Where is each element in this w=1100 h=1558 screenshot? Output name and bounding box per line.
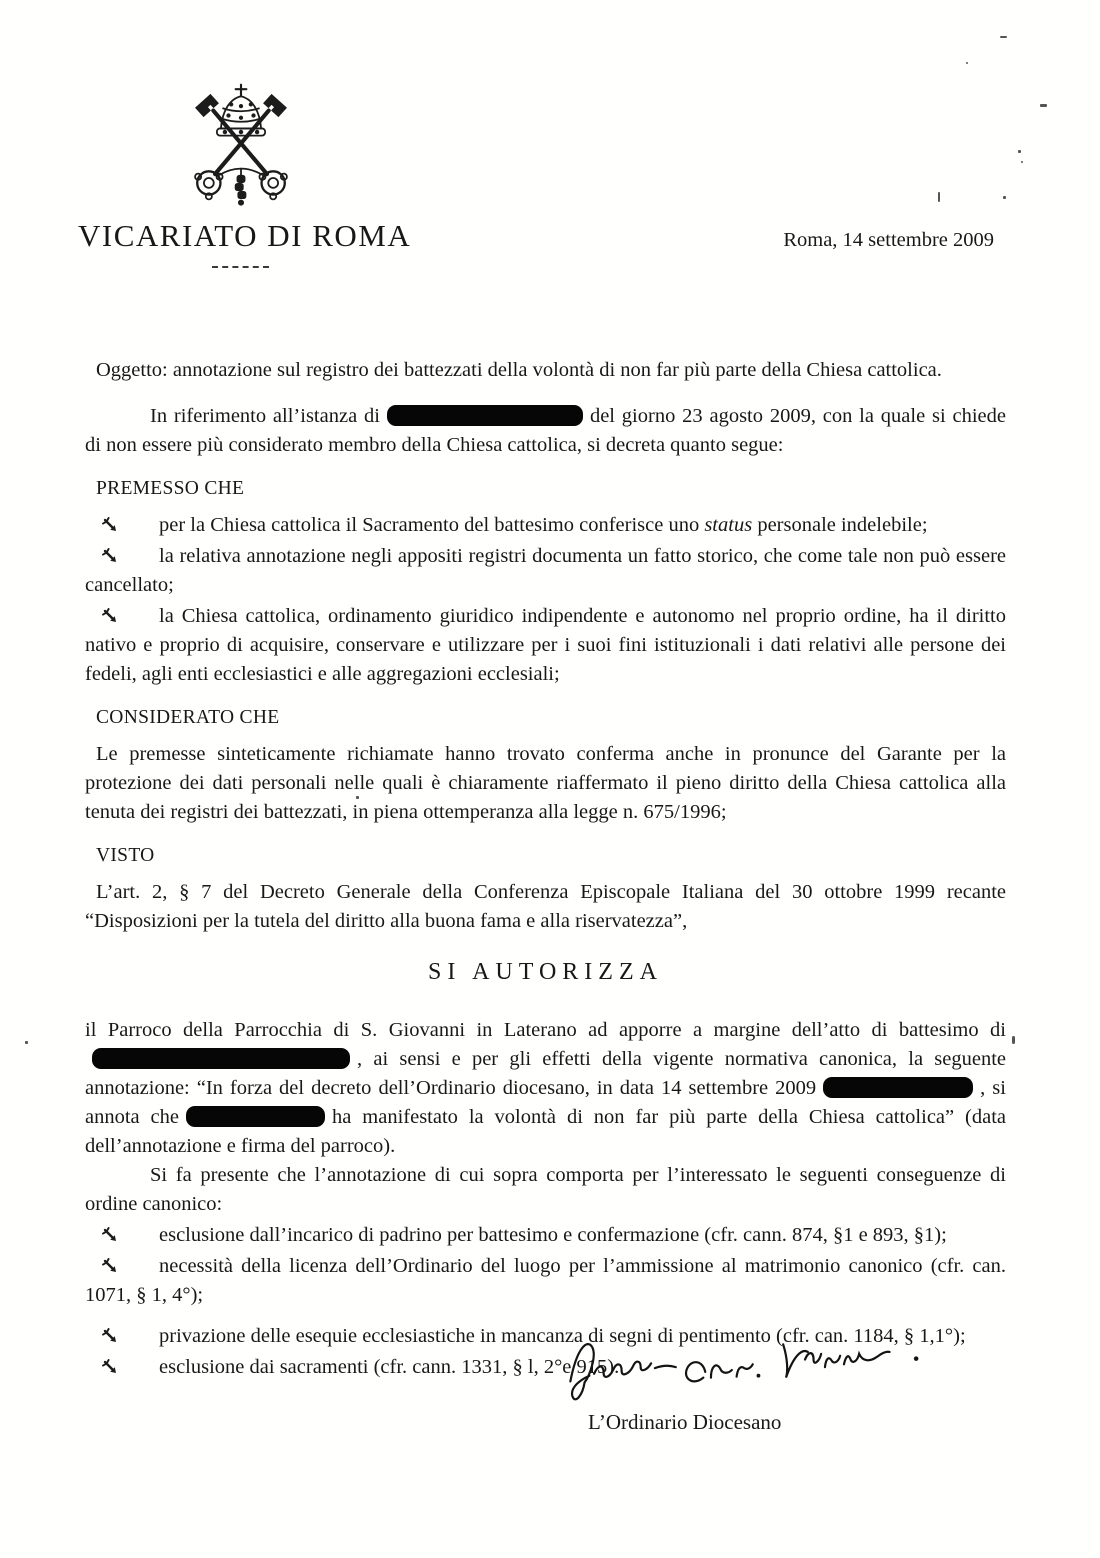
arrow-bullet-icon bbox=[102, 1223, 118, 1239]
premesso-item-3: la Chiesa cattolica, ordinamento giuridico indipendente e autonomo nel proprio ordine, ha il diritto nativo e proprio di acquisire, conservare e utilizzare per i suoi fini istituzionali i dati relativi alle persone dei fedeli, agli enti ecclesiastici e alle aggregazioni ecclesiali; bbox=[85, 605, 1006, 685]
section-heading-considerato: CONSIDERATO CHE bbox=[96, 707, 280, 728]
scan-speckle bbox=[356, 796, 359, 799]
subject-line: Oggetto: annotazione sul registro dei battezzati della volontà di non far più parte della Chiesa cattolica. bbox=[96, 359, 942, 381]
redaction-bar bbox=[387, 405, 583, 426]
authorization-text-2: , ai sensi e per gli effetti della vigente normativa canonica, la seguente annotazione: “In forza del decreto dell’Ordinario diocesano, in data 14 settembre 2009 bbox=[85, 1048, 1006, 1099]
authorization-text-3: , si annota che bbox=[85, 1077, 1006, 1128]
intro-text-after: del giorno 23 agosto 2009, con la quale si chiede di non essere più considerato membro della Chiesa cattolica, si decreta quanto segue: bbox=[85, 405, 1006, 456]
scan-speckle bbox=[966, 62, 968, 64]
scan-speckle bbox=[1018, 150, 1021, 153]
arrow-bullet-icon bbox=[102, 1324, 118, 1340]
scan-speckle bbox=[1000, 36, 1007, 38]
section-heading-premesso: PREMESSO CHE bbox=[96, 478, 245, 499]
intro-text-before: In riferimento all’istanza di bbox=[150, 405, 380, 427]
scan-speckle bbox=[25, 1041, 28, 1044]
intro-paragraph bbox=[85, 402, 1006, 460]
scan-speckle bbox=[1012, 1036, 1015, 1044]
arrow-bullet-icon bbox=[102, 513, 118, 529]
premesso-item-1: per la Chiesa cattolica il Sacramento del battesimo conferisce uno status personale indelebile; bbox=[85, 511, 1006, 540]
considerato-paragraph: Le premesse sinteticamente richiamate hanno trovato conferma anche in pronunce del Garante per la protezione dei dati personali nelle quali è chiaramente riaffermato il pieno diritto della Chiesa cattolica alla tenuta dei registri dei battezzati, in piena ottemperanza alla legge n. 675/1996; bbox=[85, 743, 1006, 823]
premesso-item-2: la relativa annotazione negli appositi registri documenta un fatto storico, che come tale non può essere cancellato; bbox=[85, 545, 1006, 596]
authorization-text-4: ha manifestato la volontà di non far più parte della Chiesa cattolica” (data dell’annotazione e firma del parroco). bbox=[85, 1106, 1007, 1157]
redaction-bar bbox=[823, 1077, 973, 1098]
consequence-item-3: privazione delle esequie ecclesiastiche in mancanza di segni di pentimento (cfr. can. 1184, § 1,1°); bbox=[85, 1322, 1006, 1351]
consequences-intro: Si fa presente che l’annotazione di cui sopra comporta per l’interessato le seguenti conseguenze di ordine canonico: bbox=[85, 1164, 1006, 1215]
scan-speckle bbox=[938, 192, 940, 202]
letter-body bbox=[85, 356, 1006, 1384]
organization-name: VICARIATO DI ROMA bbox=[78, 218, 412, 253]
arrow-bullet-icon bbox=[102, 1355, 118, 1371]
arrow-bullet-icon bbox=[102, 544, 118, 560]
redaction-bar bbox=[92, 1048, 350, 1069]
letterhead-divider bbox=[212, 266, 269, 268]
papal-coat-of-arms-icon bbox=[178, 82, 304, 216]
italic-word: status bbox=[704, 514, 753, 536]
date-line: Roma, 14 settembre 2009 bbox=[783, 229, 994, 251]
signature-block bbox=[552, 1332, 952, 1435]
authorization-paragraph bbox=[85, 1016, 1006, 1161]
consequence-item-2: necessità della licenza dell’Ordinario del luogo per l’ammissione al matrimonio canonico (cfr. can. 1071, § 1, 4°); bbox=[85, 1255, 1006, 1306]
decree-heading: SI AUTORIZZA bbox=[428, 959, 663, 985]
scan-speckle bbox=[1003, 196, 1006, 199]
signer-title: L’Ordinario Diocesano bbox=[588, 1410, 782, 1434]
arrow-bullet-icon bbox=[102, 604, 118, 620]
consequence-item-4: esclusione dai sacramenti (cfr. cann. 1331, § l, 2°e 915). bbox=[85, 1353, 1006, 1382]
handwritten-signature bbox=[552, 1332, 944, 1408]
consequence-item-1: esclusione dall’incarico di padrino per battesimo e confermazione (cfr. cann. 874, §1 e 893, §1); bbox=[85, 1221, 1006, 1250]
redaction-bar bbox=[186, 1106, 325, 1127]
arrow-bullet-icon bbox=[102, 1254, 118, 1270]
scan-speckle bbox=[1021, 161, 1023, 163]
authorization-text-1: il Parroco della Parrocchia di S. Giovanni in Laterano ad apporre a margine dell’atto di battesimo di bbox=[85, 1019, 1006, 1041]
scan-speckle bbox=[1040, 104, 1047, 107]
section-heading-visto: VISTO bbox=[96, 845, 155, 866]
visto-paragraph: L’art. 2, § 7 del Decreto Generale della Conferenza Episcopale Italiana del 30 ottobre 1999 recante “Disposizioni per la tutela del diritto alla buona fama e alla riservatezza”, bbox=[85, 881, 1006, 932]
